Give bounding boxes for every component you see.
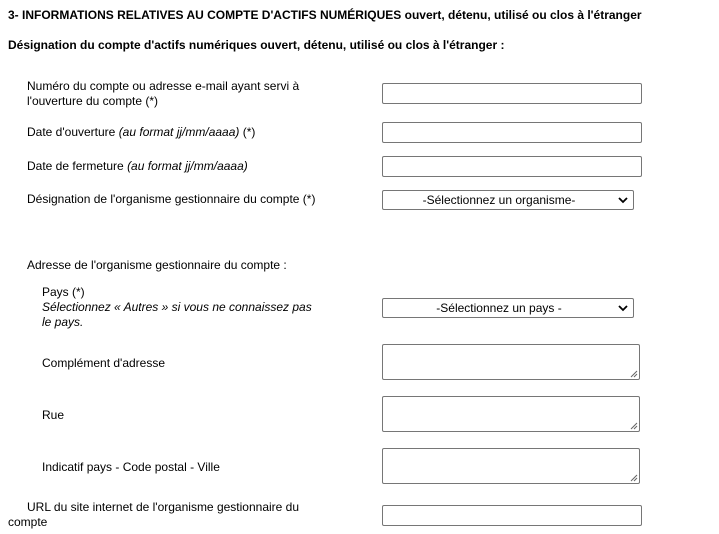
- organism-label: Désignation de l'organisme gestionnaire du compte (*): [27, 192, 316, 206]
- chevron-down-icon: [618, 303, 628, 313]
- street-textarea[interactable]: [382, 396, 640, 432]
- opening-date-label: Date d'ouverture (au format jj/mm/aaaa) (*): [27, 125, 256, 139]
- url-input[interactable]: [382, 505, 642, 526]
- section-subtitle: Désignation du compte d'actifs numériques ouvert, détenu, utilisé ou clos à l'étranger :: [8, 38, 505, 52]
- street-label: Rue: [42, 408, 65, 422]
- section-title-main: 3- INFORMATIONS RELATIVES AU COMPTE D'ACTIFS NUMÉRIQUES: [8, 8, 402, 22]
- closing-date-hint: (au format jj/mm/aaaa): [127, 159, 248, 173]
- country-hint-line2: le pays.: [42, 315, 84, 329]
- address-heading: Adresse de l'organisme gestionnaire du compte :: [27, 258, 287, 272]
- complement-textarea[interactable]: [382, 344, 640, 380]
- closing-date-input[interactable]: [382, 156, 642, 177]
- account-number-input[interactable]: [382, 83, 642, 104]
- country-select-value: -Sélectionnez un pays -: [436, 301, 562, 315]
- section-title-rest: ouvert, détenu, utilisé ou clos à l'étranger: [401, 8, 642, 22]
- country-label-group: [42, 285, 312, 330]
- country-hint-line1: Sélectionnez « Autres » si vous ne connaissez pas: [42, 300, 312, 314]
- resize-grip-icon[interactable]: [629, 421, 638, 430]
- postal-textarea[interactable]: [382, 448, 640, 484]
- complement-label: Complément d'adresse: [42, 356, 166, 370]
- section-title: [8, 8, 642, 22]
- resize-grip-icon[interactable]: [629, 369, 638, 378]
- opening-date-input[interactable]: [382, 122, 642, 143]
- organism-select-value: -Sélectionnez un organisme-: [422, 193, 576, 207]
- closing-date-label: Date de fermeture (au format jj/mm/aaaa): [27, 159, 248, 173]
- opening-date-hint: (au format jj/mm/aaaa): [118, 125, 240, 139]
- country-label: Pays (*): [42, 285, 85, 299]
- resize-grip-icon[interactable]: [629, 473, 638, 482]
- postal-label: Indicatif pays - Code postal - Ville: [42, 460, 220, 474]
- country-select[interactable]: [382, 298, 634, 318]
- organism-select[interactable]: [382, 190, 634, 210]
- chevron-down-icon: [618, 195, 628, 205]
- url-label: URL du site internet de l'organisme gestionnaire du compte: [8, 500, 300, 529]
- account-number-label: Numéro du compte ou adresse e-mail ayant servi à l'ouverture du compte (*): [27, 79, 300, 108]
